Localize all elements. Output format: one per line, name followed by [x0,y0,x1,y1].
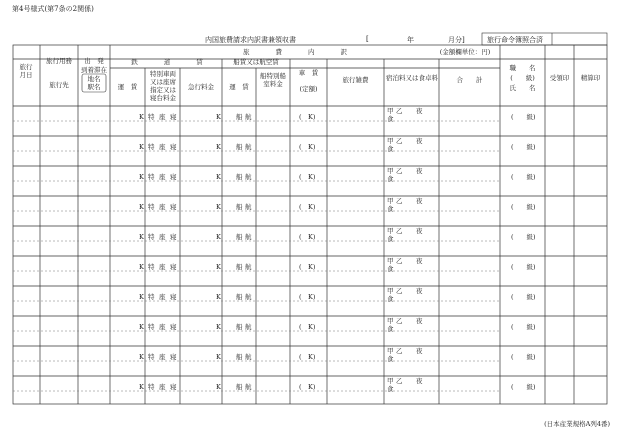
row-5-class-otsu-mark: 乙 [396,227,403,235]
header-settle-seal: 精算印 [580,74,601,82]
row-7-grade-mark: ( 級) [511,293,536,301]
row-7-rail-fare-unit: K [139,293,144,301]
row-3-class-kou-mark: 甲 [387,167,394,175]
row-10-express-unit: K [216,383,221,391]
header-destination: 旅行先 [49,81,69,89]
row-5-rail-fare-unit: K [139,233,144,241]
row-2-meal-mark: 食 [387,145,394,153]
row-6-class-kou-mark: 甲 [387,257,394,265]
row-10-car-fare-unit: ( K) [299,383,316,391]
header-receipt-seal: 受領印 [549,74,570,82]
row-4-car-fare-unit: ( K) [299,203,316,211]
row-6-night-mark: 夜 [416,257,423,265]
row-4-sleeper-mark: 寝 [170,203,177,211]
row-1-special-car-mark: 特 [148,113,155,121]
row-8-car-fare-unit: ( K) [299,323,316,331]
header-place-name: 地名 [87,75,101,83]
row-2-class-otsu-mark: 乙 [396,137,403,145]
row-6-express-unit: K [216,263,221,271]
row-5-grade-mark: ( 級) [511,233,536,241]
header-station-name: 駅名 [87,83,101,91]
row-7-car-fare-unit: ( K) [299,293,316,301]
header-travel-purpose: 旅行用務 [46,57,72,65]
header-railway: 鉄 道 賃 [131,58,203,66]
row-4-class-otsu-mark: 乙 [396,197,403,205]
header-position: 職 名 [509,64,536,72]
form-number: 第4号様式(第7条の2関係) [12,5,94,13]
row-8-sleeper-mark: 寝 [170,323,177,331]
row-5-sleeper-mark: 寝 [170,233,177,241]
row-7-special-car-mark: 特 [148,293,155,301]
period-open: [ [366,35,369,43]
row-3-rail-fare-unit: K [139,173,144,181]
header-name: 氏 名 [509,84,536,92]
row-8-air-mark: 航 [245,323,252,331]
row-8-class-otsu-mark: 乙 [396,317,403,325]
row-7-air-mark: 航 [245,293,252,301]
row-2-night-mark: 夜 [416,137,423,145]
row-5-night-mark: 夜 [416,227,423,235]
row-6-car-fare-unit: ( K) [299,263,316,271]
row-1-car-fare-unit: ( K) [299,113,316,121]
row-6-seat-mark: 座 [159,263,166,271]
row-8-express-unit: K [216,323,221,331]
row-4-meal-mark: 食 [387,205,394,213]
row-3-express-unit: K [216,173,221,181]
row-8-special-car-mark: 特 [148,323,155,331]
row-8-night-mark: 夜 [416,317,423,325]
row-8-seat-mark: 座 [159,323,166,331]
header-express: 急行料金 [188,83,214,91]
row-9-class-kou-mark: 甲 [387,347,394,355]
row-6-grade-mark: ( 級) [511,263,536,271]
header-fixed: (定額) [299,85,318,93]
row-7-class-otsu-mark: 乙 [396,287,403,295]
row-2-sleeper-mark: 寝 [170,143,177,151]
row-8-rail-fare-unit: K [139,323,144,331]
period-month: 月分] [448,36,465,44]
row-5-seat-mark: 座 [159,233,166,241]
row-3-ship-mark: 船 [236,173,243,181]
row-1-express-unit: K [216,113,221,121]
row-2-rail-fare-unit: K [139,143,144,151]
row-3-car-fare-unit: ( K) [299,173,316,181]
row-9-class-otsu-mark: 乙 [396,347,403,355]
header-special-car: 特別車両又は座席指定又は寝台料金 [150,70,176,102]
row-4-grade-mark: ( 級) [511,203,536,211]
row-9-grade-mark: ( 級) [511,353,536,361]
footer-note: (日本産業規格A列4番) [544,420,610,428]
row-1-seat-mark: 座 [159,113,166,121]
row-10-class-otsu-mark: 乙 [396,377,403,385]
row-2-class-kou-mark: 甲 [387,137,394,145]
row-8-grade-mark: ( 級) [511,323,536,331]
header-fare: 運 賃 [117,83,138,91]
header-grade: ( 級) [510,74,535,82]
row-6-air-mark: 航 [245,263,252,271]
header-ship-special: 船特別船室料金 [260,72,286,88]
row-1-ship-mark: 船 [236,113,243,121]
row-8-meal-mark: 食 [387,325,394,333]
row-10-sleeper-mark: 寝 [170,383,177,391]
header-ship-air: 船賃又は航空賃 [233,58,279,66]
row-10-rail-fare-unit: K [139,383,144,391]
row-5-air-mark: 航 [245,233,252,241]
header-departure: 出 発 [84,57,104,65]
row-6-special-car-mark: 特 [148,263,155,271]
header-unit-note: (金額欄単位：円) [439,48,491,56]
row-10-grade-mark: ( 級) [511,383,536,391]
row-6-sleeper-mark: 寝 [170,263,177,271]
row-3-night-mark: 夜 [416,167,423,175]
row-9-sleeper-mark: 寝 [170,353,177,361]
row-10-seat-mark: 座 [159,383,166,391]
row-5-special-car-mark: 特 [148,233,155,241]
row-9-car-fare-unit: ( K) [299,353,316,361]
header-arrival: 到着滞在 [81,66,107,74]
row-4-air-mark: 航 [245,203,252,211]
row-2-car-fare-unit: ( K) [299,143,316,151]
row-6-rail-fare-unit: K [139,263,144,271]
row-5-class-kou-mark: 甲 [387,227,394,235]
header-total: 合 計 [456,76,483,84]
row-2-seat-mark: 座 [159,143,166,151]
row-3-class-otsu-mark: 乙 [396,167,403,175]
row-3-grade-mark: ( 級) [511,173,536,181]
row-10-class-kou-mark: 甲 [387,377,394,385]
row-5-meal-mark: 食 [387,235,394,243]
row-4-special-car-mark: 特 [148,203,155,211]
row-1-air-mark: 航 [245,113,252,121]
row-10-meal-mark: 食 [387,385,394,393]
row-1-class-kou-mark: 甲 [387,107,394,115]
row-2-express-unit: K [216,143,221,151]
row-7-seat-mark: 座 [159,293,166,301]
row-9-air-mark: 航 [245,353,252,361]
row-7-ship-mark: 船 [236,293,243,301]
row-4-class-kou-mark: 甲 [387,197,394,205]
row-3-air-mark: 航 [245,173,252,181]
row-1-meal-mark: 食 [387,115,394,123]
period-year: 年 [407,36,414,44]
row-3-sleeper-mark: 寝 [170,173,177,181]
row-8-class-kou-mark: 甲 [387,317,394,325]
form-title: 内国旅費請求内訳書兼領収書 [205,36,296,44]
row-3-special-car-mark: 特 [148,173,155,181]
row-5-car-fare-unit: ( K) [299,233,316,241]
header-car-fare: 車 賃 [298,69,319,77]
row-1-grade-mark: ( 級) [511,113,536,121]
row-9-special-car-mark: 特 [148,353,155,361]
row-2-ship-mark: 船 [236,143,243,151]
row-5-express-unit: K [216,233,221,241]
row-1-night-mark: 夜 [416,107,423,115]
row-8-ship-mark: 船 [236,323,243,331]
header-misc: 旅行雑費 [342,76,369,84]
row-10-air-mark: 航 [245,383,252,391]
row-4-night-mark: 夜 [416,197,423,205]
row-1-rail-fare-unit: K [139,113,144,121]
row-9-express-unit: K [216,353,221,361]
header-ship-fare: 運 賃 [229,83,249,91]
row-2-grade-mark: ( 級) [511,143,536,151]
row-6-class-otsu-mark: 乙 [396,257,403,265]
row-1-class-otsu-mark: 乙 [396,107,403,115]
row-7-class-kou-mark: 甲 [387,287,394,295]
row-9-meal-mark: 食 [387,355,394,363]
row-4-ship-mark: 船 [236,203,243,211]
row-10-night-mark: 夜 [416,377,423,385]
row-6-ship-mark: 船 [236,263,243,271]
row-4-seat-mark: 座 [159,203,166,211]
row-7-express-unit: K [216,293,221,301]
header-travel-expenses: 旅 費 内 訳 [243,48,347,56]
order-box-label: 旅行命令簿照合済 [487,36,543,44]
row-2-special-car-mark: 特 [148,143,155,151]
row-5-ship-mark: 船 [236,233,243,241]
row-4-rail-fare-unit: K [139,203,144,211]
header-lodging: 宿泊料又は食卓料 [386,74,438,82]
row-4-express-unit: K [216,203,221,211]
row-9-night-mark: 夜 [416,347,423,355]
row-7-sleeper-mark: 寝 [170,293,177,301]
row-9-ship-mark: 船 [236,353,243,361]
row-2-air-mark: 航 [245,143,252,151]
row-10-special-car-mark: 特 [148,383,155,391]
row-9-seat-mark: 座 [159,353,166,361]
row-3-seat-mark: 座 [159,173,166,181]
header-travel-date: 旅行月日 [19,63,33,79]
row-1-sleeper-mark: 寝 [170,113,177,121]
row-3-meal-mark: 食 [387,175,394,183]
row-7-night-mark: 夜 [416,287,423,295]
row-7-meal-mark: 食 [387,295,394,303]
row-6-meal-mark: 食 [387,265,394,273]
row-10-ship-mark: 船 [236,383,243,391]
row-9-rail-fare-unit: K [139,353,144,361]
